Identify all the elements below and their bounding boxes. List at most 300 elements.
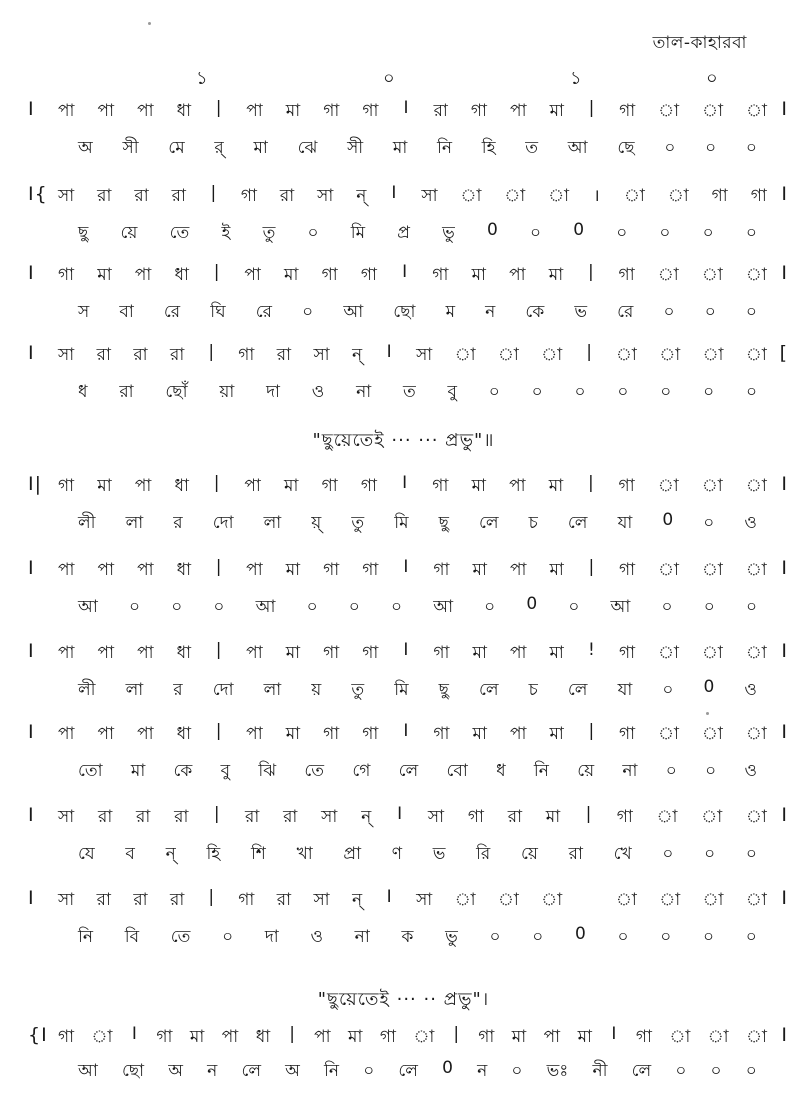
lyric-syllable: ০ <box>529 223 543 243</box>
start-barline: I{ <box>28 183 48 205</box>
lyric-syllable: কে <box>525 302 546 322</box>
note-cell: া <box>701 724 724 744</box>
note-cell: া <box>702 345 725 365</box>
lyric-syllable: অ <box>78 138 94 158</box>
note-cell: া <box>454 890 477 910</box>
lyric-syllable: ধ <box>496 761 507 781</box>
note-cell: গা <box>618 724 637 744</box>
note-cell: পা <box>509 643 528 663</box>
lyric-syllable: র <box>173 513 184 533</box>
lyric-syllable: স <box>78 302 91 322</box>
note-cell: পা <box>509 560 528 580</box>
paper-speck <box>706 712 709 715</box>
lyric-syllable: মা <box>392 138 409 158</box>
note-cell: মা <box>472 643 488 663</box>
lyric-syllable: তে <box>170 927 192 947</box>
lyric-syllable: ০ <box>705 138 718 158</box>
note-cell: গা <box>240 186 258 206</box>
note-cell: া <box>659 345 682 365</box>
lyric-syllable: ০ <box>745 597 758 617</box>
lyric-syllable: ০ <box>704 302 717 322</box>
notation-line <box>28 1024 788 1058</box>
note-cell: | <box>213 262 221 282</box>
note-cell: া <box>657 476 680 496</box>
lyric-syllable: লে <box>398 1061 419 1081</box>
notation-line <box>28 721 788 755</box>
lyric-syllable: ০ <box>663 302 676 322</box>
lyric-syllable: আ <box>255 597 277 617</box>
note-cell: পা <box>97 724 116 744</box>
note-cell: মা <box>549 643 565 663</box>
note-cell: ধা <box>174 265 190 285</box>
note-cell: রা <box>170 890 186 910</box>
lyric-syllable: নি <box>437 138 454 158</box>
note-cell: গা <box>618 476 636 496</box>
notation-line <box>28 262 788 296</box>
note-cell: রা <box>174 807 190 827</box>
note-cell: া <box>745 643 768 663</box>
note-cell: পা <box>58 101 76 121</box>
note-cell: ধা <box>176 643 193 663</box>
note-cell: I <box>391 183 398 203</box>
note-cell: | <box>588 557 596 577</box>
swaras <box>58 640 768 668</box>
note-cell: া <box>667 186 690 206</box>
note-cell: মা <box>549 101 565 121</box>
note-cell: I <box>403 557 410 577</box>
lyric-syllable: ভ <box>432 844 447 864</box>
note-cell: | <box>208 342 216 362</box>
note-cell: গা <box>323 643 341 663</box>
lyric-syllable: তে <box>169 223 191 243</box>
note-cell: সা <box>416 345 434 365</box>
lyric-syllable: ত <box>525 138 540 158</box>
lyric-syllable: ০ <box>660 382 673 402</box>
lyric-syllable: য়্ <box>311 513 323 533</box>
lyric-syllable: বু <box>447 382 458 402</box>
lyric-syllable: বু <box>220 761 232 781</box>
lyric-syllable: চ <box>528 513 539 533</box>
note-cell: পা <box>246 101 264 121</box>
lyric-syllable: ০ <box>702 223 715 243</box>
note-cell: গা <box>467 807 485 827</box>
lyric-syllable: কে <box>173 761 194 781</box>
note-cell: I <box>403 640 410 660</box>
note-cell: া <box>745 724 768 744</box>
note-cell: রা <box>136 807 152 827</box>
lyric-syllable: ধ <box>78 382 89 402</box>
note-cell: রা <box>133 890 149 910</box>
note-cell: া <box>504 186 527 206</box>
notation-line <box>28 804 788 838</box>
note-cell: গা <box>362 101 380 121</box>
lyric-syllable: 0 <box>442 1058 454 1078</box>
lyric-syllable: ০ <box>128 597 142 617</box>
swaras <box>58 557 768 585</box>
lyric-syllable: ০ <box>213 597 226 617</box>
note-cell: া <box>658 643 680 663</box>
start-barline: I <box>28 804 35 826</box>
note-cell: সা <box>427 807 446 827</box>
note-cell: পা <box>510 101 528 121</box>
note-cell: গা <box>432 265 450 285</box>
lyric-syllable: নি <box>324 1061 341 1081</box>
note-cell: পা <box>314 1027 332 1047</box>
note-cell: া <box>657 265 680 285</box>
lyric-syllable: মি <box>394 680 410 700</box>
note-cell: গা <box>618 265 636 285</box>
note-cell: া <box>701 476 724 496</box>
note-cell: া <box>707 1027 730 1047</box>
lyric-line <box>28 677 788 711</box>
lyric-syllable: দো <box>212 680 235 700</box>
lyric-syllable: য় <box>311 680 323 700</box>
note-cell: সা <box>321 807 339 827</box>
note-cell: মা <box>472 560 488 580</box>
note-cell: | <box>215 721 223 741</box>
lyric-syllable: ঝি <box>258 761 278 781</box>
note-cell: মা <box>577 1027 593 1047</box>
note-cell: া <box>454 345 477 365</box>
note-cell: | <box>585 804 593 824</box>
note-cell: পা <box>97 643 116 663</box>
note-cell: গা <box>321 476 339 496</box>
lyric-syllable: যা <box>617 513 634 533</box>
lyric-syllable: লী <box>78 513 97 533</box>
note-cell: ধা <box>174 476 190 496</box>
swaras <box>58 98 768 126</box>
matra-marker-1: ১ <box>196 68 208 89</box>
note-cell: রা <box>283 807 299 827</box>
syllables <box>78 924 758 952</box>
start-barline: I <box>28 557 35 579</box>
lyric-syllable: বা <box>119 302 135 322</box>
end-barline: I <box>781 262 788 284</box>
lyric-syllable: লা <box>125 680 145 700</box>
note-cell: পা <box>509 265 527 285</box>
lyric-syllable: নি <box>533 761 550 781</box>
note-cell: পা <box>134 476 153 496</box>
lyric-syllable: মা <box>130 761 147 781</box>
note-cell: পা <box>134 265 153 285</box>
lyric-syllable: রে <box>617 302 635 322</box>
lyric-syllable: ০ <box>710 1061 723 1081</box>
lyric-syllable: ০ <box>617 382 630 402</box>
lyric-syllable: যে <box>78 844 96 864</box>
note-cell: রা <box>171 186 187 206</box>
lyric-syllable: বো <box>446 761 469 781</box>
lyric-syllable: ০ <box>302 302 315 322</box>
note-cell: পা <box>246 560 264 580</box>
note-cell: সা <box>313 345 331 365</box>
lyric-syllable: ০ <box>661 597 674 617</box>
note-cell: | <box>453 1024 461 1044</box>
lyric-syllable: লে <box>478 513 500 533</box>
note-cell: পা <box>137 724 155 744</box>
lyric-syllable: আ <box>78 1061 99 1081</box>
note-cell: মা <box>97 265 113 285</box>
note-cell: | <box>213 473 221 493</box>
note-cell: পা <box>137 560 155 580</box>
note-cell: মা <box>284 265 300 285</box>
taal-label: তাল-কাহারবা <box>652 33 747 53</box>
lyric-syllable: য়ে <box>520 844 539 864</box>
lyric-syllable: ০ <box>745 844 758 864</box>
lyric-syllable: ০ <box>665 761 678 781</box>
swaras <box>58 804 768 832</box>
syllables <box>78 379 758 407</box>
note-cell: ধা <box>255 1027 272 1047</box>
lyric-syllable: ০ <box>489 927 502 947</box>
note-cell: া <box>497 345 520 365</box>
lyric-syllable: ণ <box>391 844 403 864</box>
lyric-syllable: তো <box>78 761 104 781</box>
note-cell: গা <box>238 890 256 910</box>
lyric-syllable: 0 <box>573 220 586 240</box>
lyric-syllable: ও <box>744 513 758 533</box>
swaras <box>58 183 768 211</box>
lyric-syllable: ন <box>207 1061 219 1081</box>
lyric-syllable: ০ <box>745 223 758 243</box>
lyric-syllable: ০ <box>574 382 587 402</box>
lyric-syllable: য়ে <box>120 223 139 243</box>
lyric-syllable: ০ <box>171 597 184 617</box>
lyric-syllable: ০ <box>659 223 672 243</box>
lyric-syllable: ০ <box>307 223 320 243</box>
note-cell: গা <box>156 1027 174 1047</box>
note-cell: পা <box>97 101 116 121</box>
note-cell: রা <box>276 890 292 910</box>
lyric-syllable: ০ <box>662 680 675 700</box>
note-cell: গা <box>321 265 339 285</box>
note-cell: গা <box>362 560 380 580</box>
lyric-syllable: শি <box>250 844 267 864</box>
lyric-syllable: তু <box>262 223 277 243</box>
note-cell: I <box>611 1024 618 1044</box>
matra-marker-2: ০ <box>383 68 395 89</box>
note-cell: মা <box>548 476 565 496</box>
lyric-syllable: লে <box>631 1061 653 1081</box>
syllables <box>78 677 758 705</box>
start-barline: I| <box>28 473 43 495</box>
lyric-syllable: ০ <box>616 223 629 243</box>
note-cell: া <box>745 890 768 910</box>
note-cell: I <box>403 98 410 118</box>
note-cell: মা <box>545 807 562 827</box>
end-barline: I <box>781 473 788 495</box>
note-cell: া <box>460 186 483 206</box>
lyric-line <box>28 135 788 169</box>
lyric-syllable: খে <box>613 844 633 864</box>
note-cell: রা <box>133 345 149 365</box>
note-cell: রা <box>97 186 113 206</box>
note-cell: গা <box>58 265 76 285</box>
swaras <box>58 262 768 290</box>
note-cell: রা <box>276 345 292 365</box>
lyric-syllable: লা <box>263 513 283 533</box>
swaras <box>58 887 768 915</box>
notation-line <box>28 183 788 217</box>
lyric-syllable: ০ <box>532 927 545 947</box>
lyric-line <box>28 510 788 544</box>
note-cell: সা <box>421 186 439 206</box>
note-cell: া <box>548 186 571 206</box>
note-cell: সা <box>313 890 331 910</box>
note-cell: I <box>397 804 404 824</box>
note-cell: া <box>745 807 768 827</box>
lyric-syllable: ০ <box>568 597 581 617</box>
note-cell: | <box>208 887 216 907</box>
note-cell: গা <box>360 265 378 285</box>
lyric-syllable: ০ <box>617 927 630 947</box>
note-cell: I <box>402 262 409 282</box>
notation-line <box>28 342 788 376</box>
lyric-syllable: আ <box>567 138 589 158</box>
note-cell: | <box>586 342 593 362</box>
note-cell: া <box>497 890 520 910</box>
note-cell: গা <box>323 101 341 121</box>
lyric-syllable: ছে <box>617 138 636 158</box>
end-barline: I <box>781 640 788 662</box>
lyric-line <box>28 924 788 958</box>
note-cell: রা <box>96 890 112 910</box>
note-cell: গা <box>58 1027 76 1047</box>
lyric-syllable: ছু <box>438 680 450 700</box>
lyric-syllable: 0 <box>574 924 587 944</box>
note-cell: া <box>541 345 564 365</box>
lyric-syllable: ০ <box>703 597 716 617</box>
note-cell: | <box>215 640 223 660</box>
lyric-syllable: তু <box>351 680 366 700</box>
lyric-syllable: ও <box>744 680 758 700</box>
note-cell: া <box>669 1027 692 1047</box>
note-cell: ধা <box>176 101 193 121</box>
note-cell: া <box>658 560 680 580</box>
lyric-syllable: র্ <box>214 138 225 158</box>
note-cell: রা <box>279 186 296 206</box>
note-cell: মা <box>549 724 565 744</box>
end-barline: I <box>781 183 788 205</box>
note-cell: া <box>745 476 768 496</box>
notation-line <box>28 887 788 921</box>
note-cell: মা <box>285 724 302 744</box>
syllables <box>78 299 758 327</box>
note-cell: ন্ <box>352 345 364 365</box>
note-cell: রা <box>433 101 449 121</box>
note-cell: সা <box>58 345 76 365</box>
note-cell: া <box>659 890 682 910</box>
note-cell: া <box>745 560 768 580</box>
note-cell: মা <box>472 724 488 744</box>
lyric-syllable: য়ে <box>577 761 596 781</box>
start-barline: I <box>28 640 35 662</box>
note-cell: গা <box>323 724 341 744</box>
lyric-syllable: গে <box>352 761 372 781</box>
note-cell: া <box>623 186 646 206</box>
refrain-line-2: "ছুয়েতেই ··· ·· প্রভু"। <box>317 989 490 1010</box>
note-cell: রা <box>134 186 150 206</box>
lyric-line <box>28 379 788 413</box>
note-cell: গা <box>362 724 380 744</box>
lyric-syllable: অ <box>168 1061 184 1081</box>
lyric-syllable: ০ <box>745 138 758 158</box>
note-cell: গা <box>635 1027 653 1047</box>
lyric-line <box>28 594 788 628</box>
lyric-syllable: নী <box>592 1061 609 1081</box>
lyric-syllable: ছো <box>393 302 417 322</box>
note-cell: া <box>745 345 768 365</box>
lyric-line <box>28 299 788 333</box>
matra-marker-3: ১ <box>570 68 582 89</box>
lyric-syllable: ০ <box>745 1061 758 1081</box>
end-barline: I <box>781 887 788 909</box>
lyric-syllable: ০ <box>390 597 404 617</box>
swaras <box>58 721 768 749</box>
lyric-syllable: ত <box>402 382 417 402</box>
note-cell: পা <box>137 101 155 121</box>
note-cell: I <box>386 887 393 907</box>
lyric-syllable: দো <box>212 513 235 533</box>
note-cell: া <box>616 345 638 365</box>
lyric-syllable: ০ <box>488 382 501 402</box>
lyric-syllable: ছু <box>78 223 90 243</box>
matra-marker-4: ০ <box>706 68 718 89</box>
lyric-syllable: ভ <box>574 302 589 322</box>
lyric-syllable: 0 <box>703 677 716 697</box>
lyric-syllable: 0 <box>486 220 499 240</box>
syllables <box>78 841 758 869</box>
note-cell: | <box>588 721 596 741</box>
swaras <box>58 473 768 501</box>
start-barline: I <box>28 721 35 743</box>
lyric-syllable: প্রা <box>343 844 362 864</box>
lyric-syllable: হি <box>481 138 497 158</box>
notation-line <box>28 98 788 132</box>
note-cell: পা <box>244 265 262 285</box>
lyric-syllable: মা <box>253 138 269 158</box>
lyric-syllable: তু <box>351 513 366 533</box>
note-cell: া <box>91 1027 114 1047</box>
lyric-syllable: ০ <box>664 138 677 158</box>
note-cell: গা <box>470 101 488 121</box>
lyric-syllable: ০ <box>484 597 497 617</box>
lyric-syllable: ০ <box>531 382 544 402</box>
note-cell: গা <box>433 724 451 744</box>
lyric-syllable: ০ <box>703 382 716 402</box>
lyric-syllable: রি <box>476 844 492 864</box>
note-cell: া <box>701 560 724 580</box>
note-cell: I <box>131 1024 138 1044</box>
lyric-syllable: প্র <box>397 223 411 243</box>
notation-line <box>28 640 788 674</box>
notation-line <box>28 557 788 591</box>
lyric-syllable: ন্ <box>165 844 177 864</box>
lyric-syllable: লে <box>567 513 589 533</box>
note-cell: সা <box>58 186 76 206</box>
lyric-syllable: হি <box>206 844 222 864</box>
note-cell: পা <box>58 724 76 744</box>
note-cell: া <box>656 807 679 827</box>
syllables <box>78 510 758 538</box>
note-cell: রা <box>507 807 523 827</box>
syllables <box>78 594 758 622</box>
note-cell: গা <box>360 476 378 496</box>
note-cell: ন্ <box>361 807 373 827</box>
start-barline: I <box>28 98 35 120</box>
lyric-syllable: না <box>622 761 639 781</box>
lyric-syllable: না <box>354 927 371 947</box>
lyric-syllable: আ <box>433 597 455 617</box>
